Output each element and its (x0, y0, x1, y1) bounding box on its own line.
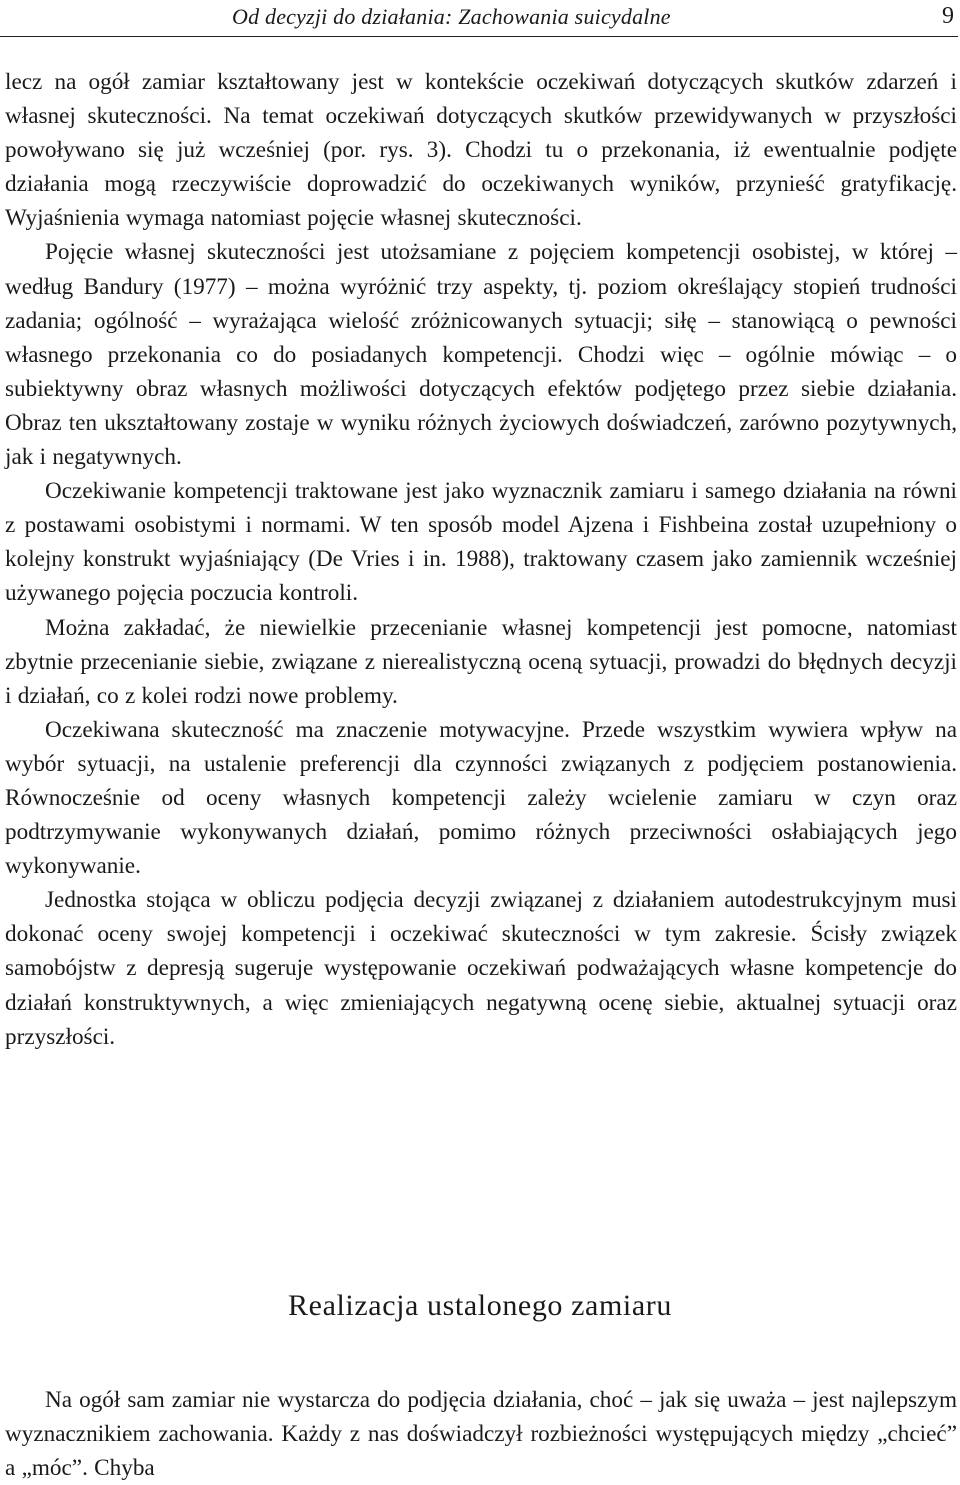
running-title: Od decyzji do działania: Zachowania suicydalne (232, 4, 671, 29)
section-heading: Realizacja ustalonego zamiaru (288, 1289, 672, 1322)
page-number: 9 (942, 3, 954, 29)
section-body (5, 1383, 957, 1485)
body-text (5, 65, 957, 1054)
paragraph-motivation: Oczekiwana skuteczność ma znaczenie motywacyjne. Przede wszystkim wywiera wpływ na wybór sytuacji, na ustalenie preferencji dla czynności związanych z podjęciem postanowienia. Równocześnie od oceny własnych kompetencji zależy wcielenie zamiaru w czyn oraz podtrzymywanie wykonywanych działań, pomimo różnych przeciwności osłabiających jego wykonywanie. (5, 716, 957, 880)
paragraph-autodestructive: Jednostka stojąca w obliczu podjęcia decyzji związanej z działaniem autodestrukcyjnym musi dokonać oceny swojej kompetencji i oczekiwać skuteczności w tym zakresie. Ścisły związek samobójstw z depresją sugeruje występowanie oczekiwań podważających własne kompetencje do działań konstruktywnych, a więc zmieniających negatywną ocenę siebie, aktualnej sytuacji oraz przyszłości. (5, 887, 957, 1050)
paragraph-competence-expectation: Oczekiwanie kompetencji traktowane jest jako wyznacznik zamiaru i samego działania na równi z postawami osobistymi i normami. W ten sposób model Ajzena i Fishbeina został uzupełniony o kolejny konstrukt wyjaśniający (De Vries i in. 1988), traktowany czasem jako zamiennik wcześniej używanego pojęcia poczucia kontroli. (5, 478, 957, 607)
paragraph-overestimation: Można zakładać, że niewielkie przecenianie własnej kompetencji jest pomocne, natomiast zbytnie przecenianie siebie, związane z nierealistyczną oceną sytuacji, prowadzi do błędnych decyzji i działań, co z kolei rodzi nowe problemy. (5, 614, 957, 709)
paragraph-self-efficacy: Pojęcie własnej skuteczności jest utożsamiane z pojęciem kompetencji osobistej, w której – według Bandury (1977) – można wyróżnić trzy aspekty, tj. poziom określający stopień trudności zadania; ogólność – wyrażająca wielość zróżnicowanych sytuacji; siłę – stanowiącą o pewności własnego przekonania co do posiadanych kompetencji. Chodzi więc – ogólnie mówiąc – o subiektywny obraz własnych możliwości dotyczących efektów podjętego przez siebie działania. Obraz ten ukształtowany zostaje w wyniku różnych życiowych doświadczeń, zarówno pozytywnych, jak i negatywnych. (5, 239, 957, 471)
paragraph-continued: lecz na ogół zamiar kształtowany jest w kontekście oczekiwań dotyczących skutków zdarzeń i własnej skuteczności. Na temat oczekiwań dotyczących skutków przewidywanych w przyszłości powoływano się już wcześniej (por. rys. 3). Chodzi tu o przekonania, iż ewentualnie podjęte działania mogą rzeczywiście doprowadzić do oczekiwanych wyników, przynieść gratyfikację. Wyjaśnienia wymaga natomiast pojęcie własnej skuteczności. (5, 69, 957, 232)
running-header (0, 0, 958, 37)
paragraph-realization: Na ogół sam zamiar nie wystarcza do podjęcia działania, choć – jak się uważa – jest najlepszym wyznacznikiem zachowania. Każdy z nas doświadczył rozbieżności występujących między „chcieć” a „móc”. Chyba (5, 1387, 957, 1482)
